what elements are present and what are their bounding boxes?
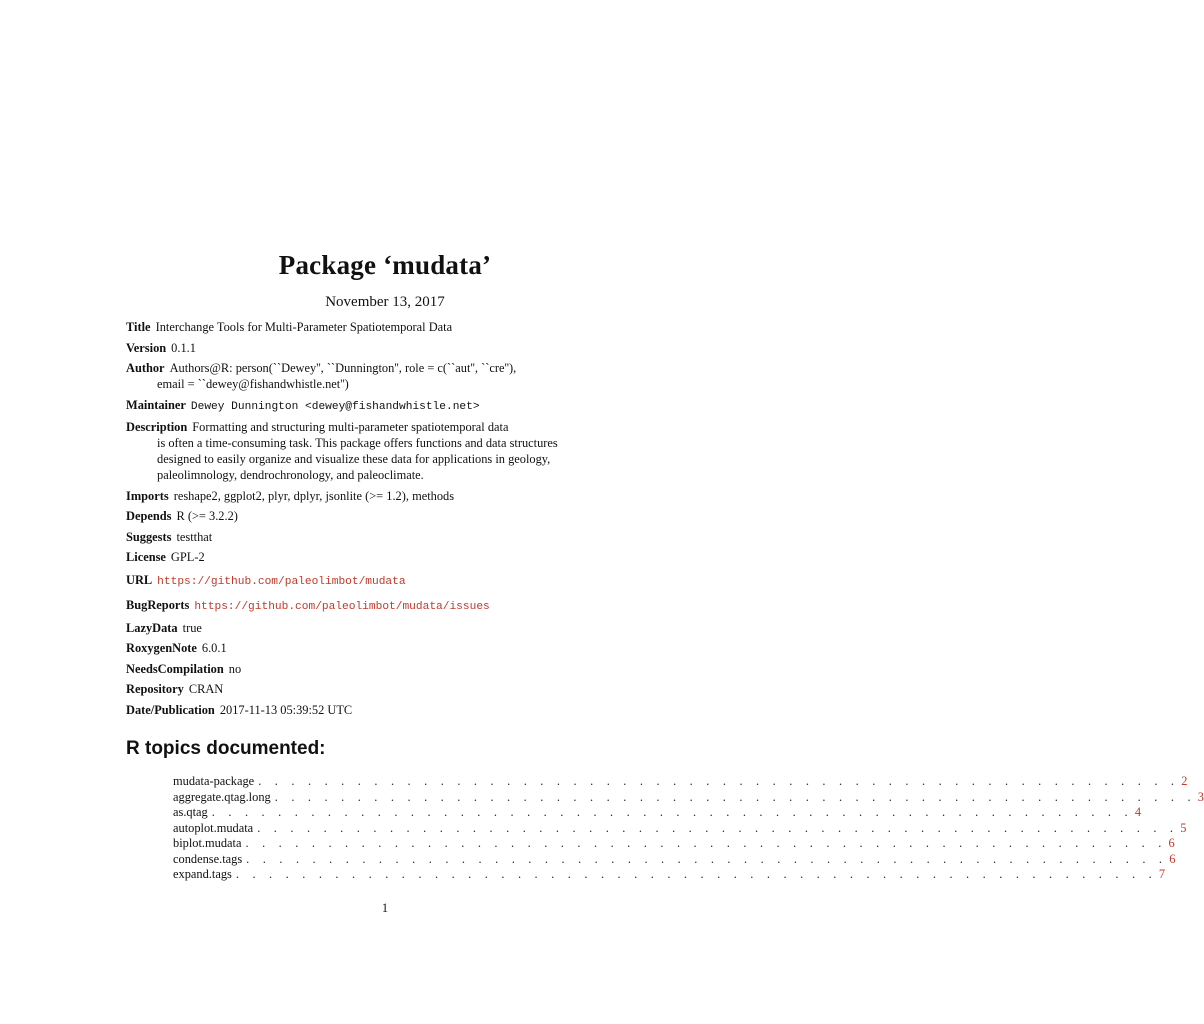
field-key: Author bbox=[126, 361, 165, 375]
field-author bbox=[126, 360, 596, 392]
package-title: Package ‘mudata’ bbox=[278, 250, 492, 280]
field-description bbox=[126, 419, 596, 483]
toc-entry[interactable] bbox=[173, 774, 1188, 790]
toc-leader-dots: . . . . . . . . . . . . . . . . . . . . . . . . . . . . . . . . . . . . . . . . . . . . . . . . . . . . . . . . bbox=[258, 774, 1180, 788]
toc-entry[interactable] bbox=[173, 805, 1142, 821]
field-key: Maintainer bbox=[126, 397, 186, 412]
toc-entry-name: biplot.mudata bbox=[173, 836, 242, 850]
toc-leader-dots: . . . . . . . . . . . . . . . . . . . . . . . . . . . . . . . . . . . . . . . . . . . . . . . . . . . . . . . . bbox=[274, 789, 1196, 804]
field-key: Suggests bbox=[126, 529, 172, 544]
field-key: Title bbox=[126, 320, 151, 334]
field-key: Description bbox=[126, 420, 188, 434]
toc-entry-name: autoplot.mudata bbox=[173, 820, 254, 835]
field-date-publication bbox=[126, 702, 596, 718]
field-key: URL bbox=[126, 573, 153, 587]
field-value: CRAN bbox=[188, 682, 224, 696]
field-value: 2017-11-13 05:39:52 UTC bbox=[219, 702, 353, 717]
toc-leader-dots: . . . . . . . . . . . . . . . . . . . . . . . . . . . . . . . . . . . . . . . . . . . . . . . . . . . . . . . . bbox=[257, 820, 1179, 835]
field-key: Repository bbox=[126, 682, 184, 696]
field-value: Interchange Tools for Multi-Parameter Spatiotemporal Data bbox=[155, 320, 453, 334]
field-key: NeedsCompilation bbox=[126, 661, 224, 676]
toc-entry-page[interactable]: 4 bbox=[1134, 805, 1142, 819]
toc-entry-name: aggregate.qtag.long bbox=[173, 789, 271, 804]
field-key: Version bbox=[126, 340, 167, 355]
field-key: License bbox=[126, 550, 166, 564]
toc-leader-dots: . . . . . . . . . . . . . . . . . . . . . . . . . . . . . . . . . . . . . . . . . . . . . . . . . . . . . . . . bbox=[211, 805, 1133, 819]
toc-entry-page[interactable]: 6 bbox=[1169, 851, 1176, 866]
field-value: Dewey Dunnington <dewey@fishandwhistle.net> bbox=[190, 400, 480, 413]
field-value: GPL-2 bbox=[170, 550, 205, 564]
field-roxygennote bbox=[126, 640, 596, 656]
toc-entry-page[interactable]: 3 bbox=[1197, 789, 1204, 804]
package-date: November 13, 2017 bbox=[325, 294, 445, 310]
field-value: testthat bbox=[176, 529, 213, 544]
field-suggests bbox=[126, 529, 596, 545]
field-version bbox=[126, 340, 596, 356]
toc-leader-dots: . . . . . . . . . . . . . . . . . . . . . . . . . . . . . . . . . . . . . . . . . . . . . . . . . . . . . . . . bbox=[235, 867, 1157, 881]
field-value: true bbox=[182, 620, 202, 635]
field-depends bbox=[126, 508, 596, 524]
field-value-continuation: paleolimnology, dendrochronology, and paleoclimate. bbox=[157, 468, 424, 482]
field-value: Authors@R: person(``Dewey'', ``Dunnington'', role = c(``aut'', ``cre''), bbox=[169, 361, 517, 375]
field-key: Imports bbox=[126, 488, 169, 503]
field-value-continuation: is often a time-consuming task. This package offers functions and data structures bbox=[157, 436, 558, 450]
field-lazydata bbox=[126, 620, 596, 636]
field-key: Date/Publication bbox=[126, 702, 215, 717]
field-key: RoxygenNote bbox=[126, 641, 197, 655]
field-url bbox=[126, 572, 596, 590]
page-number: 1 bbox=[381, 901, 389, 915]
field-key: BugReports bbox=[126, 598, 190, 612]
field-maintainer bbox=[126, 397, 596, 415]
field-value: no bbox=[228, 661, 242, 676]
toc-entry[interactable] bbox=[173, 867, 1166, 883]
field-value-continuation: designed to easily organize and visualize these data for applications in geology, bbox=[157, 452, 551, 466]
description-fields bbox=[126, 319, 596, 722]
toc-entry[interactable] bbox=[173, 789, 1204, 806]
field-value: reshape2, ggplot2, plyr, dplyr, jsonlite (>= 1.2), methods bbox=[173, 488, 455, 503]
field-key: Depends bbox=[126, 509, 172, 523]
toc-heading: R topics documented: bbox=[126, 738, 326, 759]
field-value: Formatting and structuring multi-parameter spatiotemporal data bbox=[192, 420, 509, 434]
toc-entry[interactable] bbox=[173, 820, 1187, 837]
toc-entry-name: condense.tags bbox=[173, 851, 243, 866]
field-value: 6.0.1 bbox=[201, 641, 227, 655]
field-repository bbox=[126, 681, 596, 697]
url-link[interactable]: https://github.com/paleolimbot/mudata bbox=[157, 576, 406, 588]
toc-entry-page[interactable]: 7 bbox=[1158, 867, 1166, 881]
field-value: R (>= 3.2.2) bbox=[176, 509, 238, 523]
toc-entry-name: mudata-package bbox=[173, 774, 255, 788]
field-bugreports bbox=[126, 597, 596, 615]
toc-leader-dots: . . . . . . . . . . . . . . . . . . . . . . . . . . . . . . . . . . . . . . . . . . . . . . . . . . . . . . . . bbox=[246, 851, 1168, 866]
toc-entry-page[interactable]: 5 bbox=[1180, 820, 1187, 835]
toc-entry-page[interactable]: 2 bbox=[1181, 774, 1188, 788]
field-imports bbox=[126, 488, 596, 504]
table-of-contents bbox=[173, 774, 1204, 883]
toc-leader-dots: . . . . . . . . . . . . . . . . . . . . . . . . . . . . . . . . . . . . . . . . . . . . . . . . . . . . . . . . bbox=[245, 836, 1167, 850]
field-needscompilation bbox=[126, 661, 596, 677]
field-value-continuation: email = ``dewey@fishandwhistle.net'') bbox=[157, 377, 349, 391]
toc-entry-name: expand.tags bbox=[173, 867, 232, 881]
bugreports-link[interactable]: https://github.com/paleolimbot/mudata/issues bbox=[194, 601, 490, 613]
toc-entry-name: as.qtag bbox=[173, 805, 208, 819]
field-key: LazyData bbox=[126, 620, 178, 635]
toc-entry-page[interactable]: 6 bbox=[1168, 836, 1175, 850]
toc-entry[interactable] bbox=[173, 836, 1175, 852]
field-title bbox=[126, 319, 596, 335]
field-license bbox=[126, 549, 596, 565]
field-value: 0.1.1 bbox=[171, 340, 196, 355]
toc-entry[interactable] bbox=[173, 851, 1176, 868]
